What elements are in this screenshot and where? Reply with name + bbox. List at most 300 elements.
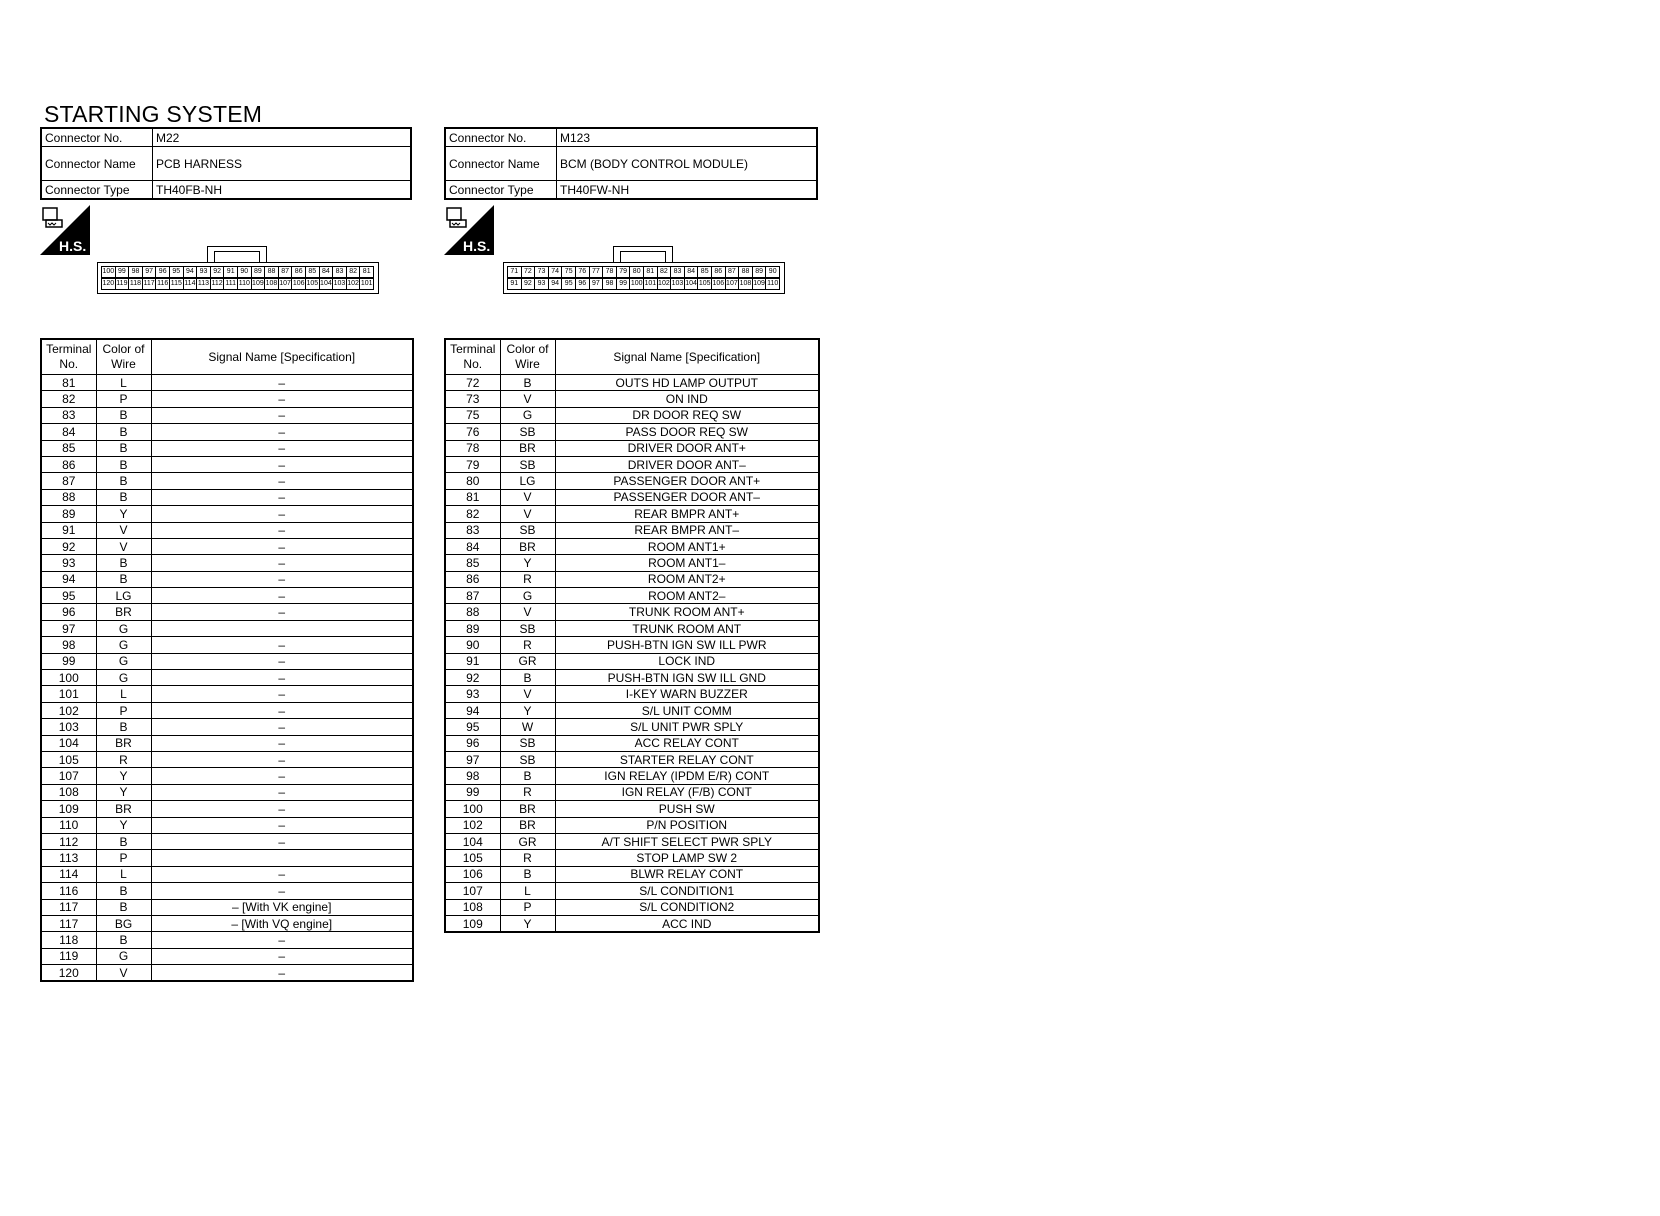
table-row	[41, 784, 413, 800]
wire-color-cell: G	[500, 407, 555, 423]
signal-name-cell: PASSENGER DOOR ANT+	[555, 473, 819, 489]
table-row	[445, 588, 819, 604]
connector-pin: 89	[251, 266, 266, 278]
connector-pin: 94	[548, 278, 563, 290]
terminal-no-cell: 93	[445, 686, 500, 702]
table-row	[445, 424, 819, 440]
connector-pin: 97	[142, 266, 157, 278]
connector-pin: 103	[670, 278, 685, 290]
signal-name-cell: PUSH-BTN IGN SW ILL GND	[555, 670, 819, 686]
signal-name-cell: ROOM ANT2+	[555, 571, 819, 587]
table-row	[41, 538, 413, 554]
connector-pin: 86	[711, 266, 726, 278]
table-row	[445, 768, 819, 784]
wire-color-cell: B	[96, 407, 151, 423]
connector-pin: 82	[346, 266, 361, 278]
signal-name-cell: TRUNK ROOM ANT+	[555, 604, 819, 620]
signal-name-cell: STOP LAMP SW 2	[555, 850, 819, 866]
connector-latch	[207, 246, 267, 263]
wire-color-cell: B	[96, 719, 151, 735]
table-row	[445, 456, 819, 472]
table-row	[41, 620, 413, 636]
terminal-no-cell: 106	[445, 866, 500, 882]
connector-name-value: BCM (BODY CONTROL MODULE)	[557, 147, 818, 181]
signal-name-cell: –	[151, 456, 413, 472]
wire-color-cell: B	[96, 473, 151, 489]
terminal-no-cell: 90	[445, 637, 500, 653]
connector-pin: 93	[534, 278, 549, 290]
wire-color-cell: L	[96, 375, 151, 391]
wire-color-cell: L	[96, 866, 151, 882]
table-row	[41, 751, 413, 767]
table-row	[445, 784, 819, 800]
table-row	[41, 407, 413, 423]
connector-face-diagram	[503, 246, 785, 294]
terminal-no-cell: 95	[41, 588, 96, 604]
terminal-table	[40, 338, 414, 982]
wire-color-cell: V	[96, 965, 151, 982]
wire-color-cell: G	[96, 948, 151, 964]
wire-color-cell: G	[96, 670, 151, 686]
connector-pin: 108	[264, 278, 279, 290]
connector-pin: 98	[128, 266, 143, 278]
terminal-no-cell: 117	[41, 899, 96, 915]
wire-color-cell: L	[500, 883, 555, 899]
terminal-no-cell: 82	[41, 391, 96, 407]
connector-info-table	[444, 127, 818, 200]
table-row	[41, 915, 413, 931]
connector-pin: 101	[359, 278, 374, 290]
wire-color-cell: V	[500, 604, 555, 620]
wire-color-cell: BR	[500, 538, 555, 554]
terminal-no-cell: 91	[41, 522, 96, 538]
table-row	[445, 751, 819, 767]
signal-name-cell: STARTER RELAY CONT	[555, 751, 819, 767]
wire-color-cell: R	[500, 637, 555, 653]
wire-color-cell: V	[500, 686, 555, 702]
table-row	[41, 735, 413, 751]
connector-pin: 88	[264, 266, 279, 278]
terminal-no-cell: 113	[41, 850, 96, 866]
wire-color-cell: B	[96, 571, 151, 587]
wire-color-cell: P	[500, 899, 555, 915]
table-row	[41, 440, 413, 456]
connector-pin: 77	[589, 266, 604, 278]
table-row	[41, 637, 413, 653]
table-row	[41, 702, 413, 718]
harness-side-icon	[444, 205, 494, 255]
terminal-no-cell: 112	[41, 833, 96, 849]
wire-color-cell: G	[500, 588, 555, 604]
wire-color-cell: V	[96, 538, 151, 554]
terminal-no-cell: 88	[41, 489, 96, 505]
connector-pin: 102	[346, 278, 361, 290]
signal-name-cell: ROOM ANT2–	[555, 588, 819, 604]
terminal-no-cell: 85	[445, 555, 500, 571]
connector-pin: 103	[332, 278, 347, 290]
connector-pin: 71	[507, 266, 522, 278]
wire-color-cell: BR	[500, 440, 555, 456]
connector-name-label: Connector Name	[445, 147, 557, 181]
connector-pin: 116	[155, 278, 170, 290]
connector-pin: 90	[237, 266, 252, 278]
connector-no-label: Connector No.	[445, 128, 557, 147]
connector-pin: 97	[589, 278, 604, 290]
wire-color-cell: R	[500, 850, 555, 866]
signal-name-cell: BLWR RELAY CONT	[555, 866, 819, 882]
table-row	[41, 555, 413, 571]
signal-name-cell: –	[151, 686, 413, 702]
terminal-no-cell: 98	[445, 768, 500, 784]
connector-pin: 86	[291, 266, 306, 278]
signal-name-cell: P/N POSITION	[555, 817, 819, 833]
table-row	[41, 965, 413, 982]
signal-name-cell: –	[151, 948, 413, 964]
signal-name-cell: –	[151, 522, 413, 538]
wire-color-cell: B	[500, 866, 555, 882]
table-row	[445, 604, 819, 620]
signal-name-cell: –	[151, 768, 413, 784]
wire-color-cell: B	[96, 932, 151, 948]
connector-pin: 83	[332, 266, 347, 278]
table-row	[41, 719, 413, 735]
connector-pin: 100	[629, 278, 644, 290]
wire-color-cell: W	[500, 719, 555, 735]
table-row	[445, 555, 819, 571]
connector-pin: 83	[670, 266, 685, 278]
terminal-no-cell: 94	[41, 571, 96, 587]
terminal-no-cell: 76	[445, 424, 500, 440]
signal-name-cell: –	[151, 866, 413, 882]
signal-name-cell: PUSH SW	[555, 801, 819, 817]
table-row	[41, 850, 413, 866]
terminal-no-cell: 86	[41, 456, 96, 472]
wire-color-cell: V	[500, 391, 555, 407]
table-row	[445, 522, 819, 538]
signal-name-cell: S/L CONDITION1	[555, 883, 819, 899]
wire-color-cell: Y	[96, 784, 151, 800]
svg-text:H.S.: H.S.	[59, 238, 87, 254]
terminal-no-cell: 108	[41, 784, 96, 800]
connector-pin: 102	[657, 278, 672, 290]
terminal-no-cell: 116	[41, 883, 96, 899]
connector-pin: 107	[725, 278, 740, 290]
signal-name-cell: –	[151, 604, 413, 620]
signal-name-cell: –	[151, 489, 413, 505]
wire-color-cell: Y	[500, 702, 555, 718]
table-row	[445, 702, 819, 718]
signal-name-cell: ON IND	[555, 391, 819, 407]
terminal-no-cell: 100	[41, 670, 96, 686]
connector-pin: 94	[183, 266, 198, 278]
connector-pin: 92	[521, 278, 536, 290]
signal-name-cell: IGN RELAY (IPDM E/R) CONT	[555, 768, 819, 784]
terminal-no-cell: 84	[445, 538, 500, 554]
terminal-no-cell: 107	[41, 768, 96, 784]
wire-color-cell: SB	[500, 620, 555, 636]
table-row	[41, 424, 413, 440]
table-row	[41, 375, 413, 391]
wire-color-cell: G	[96, 620, 151, 636]
connector-pin: 87	[725, 266, 740, 278]
signal-name-cell: –	[151, 719, 413, 735]
signal-name-cell: ROOM ANT1–	[555, 555, 819, 571]
page-title: STARTING SYSTEM	[44, 101, 263, 127]
connector-pin: 100	[101, 266, 116, 278]
connector-type-value: TH40FB-NH	[153, 181, 412, 200]
signal-name-cell: –	[151, 538, 413, 554]
terminal-no-cell: 81	[445, 489, 500, 505]
connector-pin: 85	[305, 266, 320, 278]
table-row	[445, 801, 819, 817]
terminal-no-cell: 117	[41, 915, 96, 931]
table-row	[41, 883, 413, 899]
table-row	[445, 653, 819, 669]
terminal-no-cell: 94	[445, 702, 500, 718]
table-row	[41, 670, 413, 686]
terminal-no-cell: 85	[41, 440, 96, 456]
signal-name-cell: I-KEY WARN BUZZER	[555, 686, 819, 702]
terminal-no-cell: 75	[445, 407, 500, 423]
wire-color-cell: SB	[500, 751, 555, 767]
table-row	[41, 522, 413, 538]
terminal-no-cell: 87	[41, 473, 96, 489]
table-row	[445, 735, 819, 751]
table-row	[445, 571, 819, 587]
wire-color-cell: R	[500, 571, 555, 587]
connector-pin: 90	[765, 266, 780, 278]
wire-color-cell: Y	[96, 506, 151, 522]
table-row	[445, 850, 819, 866]
connector-pin: 88	[738, 266, 753, 278]
connector-type-label: Connector Type	[41, 181, 153, 200]
signal-name-cell: –	[151, 473, 413, 489]
table-row	[41, 932, 413, 948]
terminal-no-cell: 89	[41, 506, 96, 522]
signal-name-cell: PASS DOOR REQ SW	[555, 424, 819, 440]
table-row	[41, 604, 413, 620]
wire-color-cell: L	[96, 686, 151, 702]
signal-name-cell: IGN RELAY (F/B) CONT	[555, 784, 819, 800]
harness-side-icon	[40, 205, 90, 255]
wire-color-cell: LG	[500, 473, 555, 489]
connector-pin: 109	[251, 278, 266, 290]
wire-color-header: Color of Wire	[500, 339, 555, 375]
signal-name-cell: S/L UNIT PWR SPLY	[555, 719, 819, 735]
terminal-no-cell: 82	[445, 506, 500, 522]
table-row	[41, 456, 413, 472]
connector-pin: 114	[183, 278, 198, 290]
signal-name-cell: –	[151, 702, 413, 718]
connector-pin: 117	[142, 278, 157, 290]
connector-pin: 89	[752, 266, 767, 278]
wire-color-cell: B	[500, 670, 555, 686]
wire-color-cell: BR	[500, 817, 555, 833]
connector-pin: 82	[657, 266, 672, 278]
connector-pin: 106	[291, 278, 306, 290]
connector-pin: 98	[602, 278, 617, 290]
terminal-no-cell: 83	[41, 407, 96, 423]
connector-pin: 107	[278, 278, 293, 290]
wire-color-cell: Y	[500, 915, 555, 932]
terminal-no-cell: 104	[445, 833, 500, 849]
wire-color-cell: B	[96, 424, 151, 440]
connector-pin: 104	[684, 278, 699, 290]
terminal-no-cell: 101	[41, 686, 96, 702]
signal-name-cell: –	[151, 440, 413, 456]
connector-pin: 78	[602, 266, 617, 278]
terminal-no-cell: 95	[445, 719, 500, 735]
terminal-no-cell: 109	[41, 801, 96, 817]
signal-name-cell: –	[151, 670, 413, 686]
terminal-no-cell: 96	[41, 604, 96, 620]
table-row	[41, 506, 413, 522]
signal-name-cell: ROOM ANT1+	[555, 538, 819, 554]
connector-pin: 104	[319, 278, 334, 290]
table-row	[445, 473, 819, 489]
terminal-no-cell: 99	[41, 653, 96, 669]
connector-pin: 74	[548, 266, 563, 278]
wire-color-cell: R	[500, 784, 555, 800]
signal-name-cell: –	[151, 588, 413, 604]
terminal-no-cell: 91	[445, 653, 500, 669]
connector-no-value: M22	[153, 128, 412, 147]
terminal-no-cell: 89	[445, 620, 500, 636]
table-row	[445, 440, 819, 456]
terminal-no-cell: 105	[445, 850, 500, 866]
connector-pin: 105	[697, 278, 712, 290]
connector-type-value: TH40FW-NH	[557, 181, 818, 200]
wire-color-cell: V	[500, 506, 555, 522]
terminal-no-cell: 102	[41, 702, 96, 718]
table-row	[445, 833, 819, 849]
connector-pin: 81	[643, 266, 658, 278]
table-row	[445, 620, 819, 636]
signal-name-cell: REAR BMPR ANT–	[555, 522, 819, 538]
table-row	[41, 817, 413, 833]
wire-color-cell: SB	[500, 456, 555, 472]
wire-color-cell: BR	[96, 735, 151, 751]
table-row	[41, 833, 413, 849]
connector-pin: 101	[643, 278, 658, 290]
terminal-no-cell: 105	[41, 751, 96, 767]
wire-color-cell: G	[96, 637, 151, 653]
terminal-no-cell: 110	[41, 817, 96, 833]
signal-name-cell: DRIVER DOOR ANT+	[555, 440, 819, 456]
signal-name-cell: –	[151, 637, 413, 653]
wire-color-cell: Y	[96, 768, 151, 784]
terminal-no-cell: 97	[445, 751, 500, 767]
connector-name-value: PCB HARNESS	[153, 147, 412, 181]
wire-color-cell: V	[500, 489, 555, 505]
connector-type-label: Connector Type	[445, 181, 557, 200]
connector-pin: 84	[684, 266, 699, 278]
signal-name-cell: –	[151, 735, 413, 751]
signal-name-cell: PASSENGER DOOR ANT–	[555, 489, 819, 505]
table-row	[41, 768, 413, 784]
terminal-no-cell: 83	[445, 522, 500, 538]
wire-color-cell: BR	[500, 801, 555, 817]
wire-color-cell: B	[500, 768, 555, 784]
svg-text:H.S.: H.S.	[463, 238, 491, 254]
signal-name-cell	[151, 620, 413, 636]
signal-name-cell: REAR BMPR ANT+	[555, 506, 819, 522]
connector-info-table	[40, 127, 412, 200]
signal-name-cell: –	[151, 407, 413, 423]
wire-color-cell: B	[96, 555, 151, 571]
terminal-no-cell: 79	[445, 456, 500, 472]
table-row	[445, 686, 819, 702]
wire-color-cell: SB	[500, 424, 555, 440]
connector-pin: 110	[237, 278, 252, 290]
terminal-no-cell: 92	[445, 670, 500, 686]
connector-name-label: Connector Name	[41, 147, 153, 181]
table-row	[445, 817, 819, 833]
terminal-no-cell: 97	[41, 620, 96, 636]
connector-pin: 92	[210, 266, 225, 278]
wire-color-cell: G	[96, 653, 151, 669]
terminal-no-cell: 104	[41, 735, 96, 751]
wire-color-cell: B	[96, 883, 151, 899]
connector-pin: 111	[223, 278, 238, 290]
connector-pin: 79	[616, 266, 631, 278]
wire-color-cell: Y	[500, 555, 555, 571]
signal-name-cell: S/L CONDITION2	[555, 899, 819, 915]
signal-name-cell: LOCK IND	[555, 653, 819, 669]
terminal-no-cell: 109	[445, 915, 500, 932]
wire-color-cell: GR	[500, 653, 555, 669]
connector-pin: 85	[697, 266, 712, 278]
connector-pin: 87	[278, 266, 293, 278]
signal-name-header: Signal Name [Specification]	[151, 339, 413, 375]
terminal-no-cell: 78	[445, 440, 500, 456]
table-row	[41, 686, 413, 702]
wire-color-cell: BR	[96, 604, 151, 620]
wire-color-cell: R	[96, 751, 151, 767]
table-row	[445, 391, 819, 407]
signal-name-cell: TRUNK ROOM ANT	[555, 620, 819, 636]
wire-color-cell: B	[500, 375, 555, 391]
wire-color-cell: SB	[500, 522, 555, 538]
connector-pin: 99	[616, 278, 631, 290]
connector-pin: 75	[561, 266, 576, 278]
table-row	[445, 489, 819, 505]
connector-pin: 115	[169, 278, 184, 290]
table-row	[445, 637, 819, 653]
signal-name-cell: – [With VQ engine]	[151, 915, 413, 931]
signal-name-cell: –	[151, 784, 413, 800]
signal-name-cell: –	[151, 571, 413, 587]
table-row	[41, 588, 413, 604]
connector-pin: 72	[521, 266, 536, 278]
table-row	[41, 489, 413, 505]
connector-pin: 112	[210, 278, 225, 290]
wire-color-cell: B	[96, 456, 151, 472]
signal-name-cell: –	[151, 424, 413, 440]
wire-color-cell: B	[96, 440, 151, 456]
connector-pin: 95	[561, 278, 576, 290]
terminal-no-cell: 88	[445, 604, 500, 620]
terminal-no-cell: 98	[41, 637, 96, 653]
terminal-no-cell: 103	[41, 719, 96, 735]
terminal-no-cell: 92	[41, 538, 96, 554]
table-row	[41, 948, 413, 964]
wire-color-cell: SB	[500, 735, 555, 751]
signal-name-cell: –	[151, 653, 413, 669]
terminal-no-cell: 84	[41, 424, 96, 440]
table-row	[41, 391, 413, 407]
connector-pin: 108	[738, 278, 753, 290]
